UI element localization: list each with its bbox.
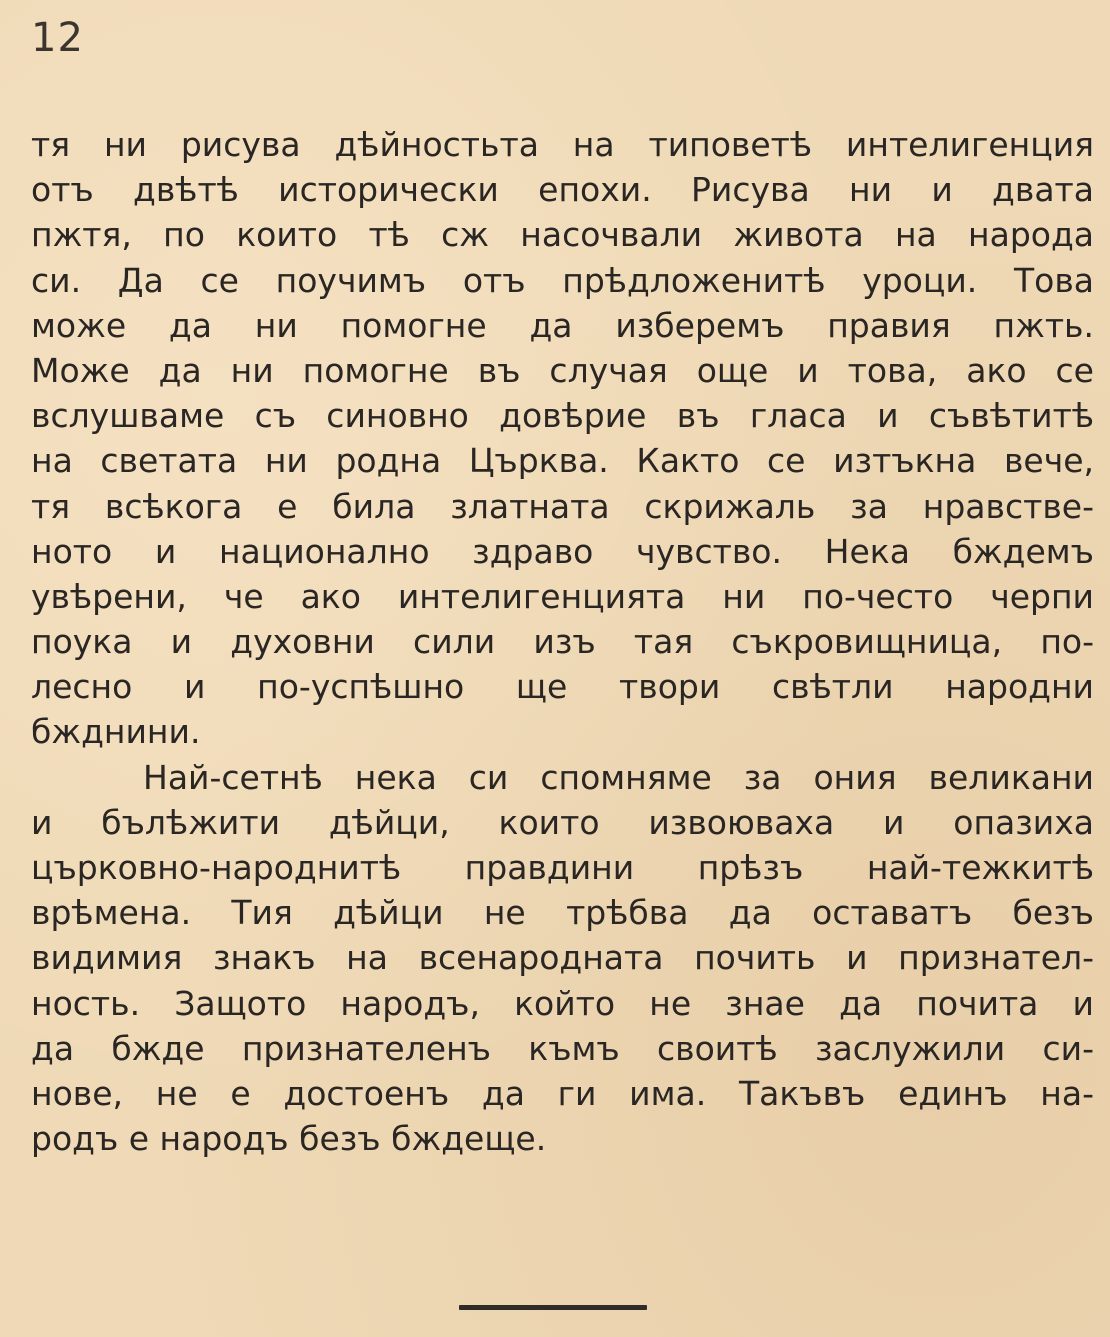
text-line: родъ е народъ безъ бждеще. [31, 1119, 547, 1159]
text-line: може да ни помогне да изберемъ правия пжть. [31, 305, 1094, 345]
text-line: врѣмена. Тия дѣйци не трѣбва да оставатъ безъ [31, 893, 1094, 933]
paragraph-2 [31, 755, 1094, 1162]
end-divider-rule [459, 1305, 647, 1310]
text-line: поука и духовни сили изъ тая съкровищница, по- [31, 622, 1094, 662]
text-line: вслушваме съ синовно довѣрие въ гласа и съвѣтитѣ [31, 396, 1094, 436]
text-line: отъ двѣтѣ исторически епохи. Рисува ни и двата [31, 170, 1094, 210]
text-line: увѣрени, че ако интелигенцията ни по-често черпи [31, 576, 1094, 616]
text-line: тя ни рисува дѣйностьта на типоветѣ интелигенция [31, 125, 1094, 164]
text-line: Най-сетнѣ нека си спомняме за ония великани [143, 757, 1094, 797]
text-line: си. Да се поучимъ отъ прѣдложенитѣ уроци. Това [31, 260, 1094, 300]
text-line: църковно-народнитѣ правдини прѣзъ най-тежкитѣ [31, 848, 1094, 887]
text-line: тя всѣкога е била златната скрижаль за нравстве- [31, 486, 1094, 526]
text-line: бжднини. [31, 712, 201, 752]
text-line: ното и национално здраво чувство. Нека бждемъ [31, 531, 1094, 571]
body-text [31, 122, 1094, 1161]
text-line: видимия знакъ на всенародната почить и признател- [31, 938, 1094, 978]
text-line: и бълѣжити дѣйци, които извоюваха и опазиха [31, 802, 1094, 842]
text-line: пжтя, по които тѣ сж насочвали живота на народа [31, 215, 1094, 255]
text-line: ность. Защото народъ, който не знае да почита и [31, 983, 1094, 1023]
text-line: на светата ни родна Църква. Както се изтъкна вече, [31, 441, 1094, 481]
page-number: 12 [31, 15, 84, 61]
text-line: Може да ни помогне въ случая още и това, ако се [31, 350, 1094, 390]
text-line: нове, не е достоенъ да ги има. Такъвъ единъ на- [31, 1073, 1094, 1113]
text-line: лесно и по-успѣшно ще твори свѣтли народни [31, 667, 1094, 707]
paragraph-1 [31, 122, 1094, 755]
text-line: да бжде признателенъ къмъ своитѣ заслужили си- [31, 1028, 1094, 1068]
